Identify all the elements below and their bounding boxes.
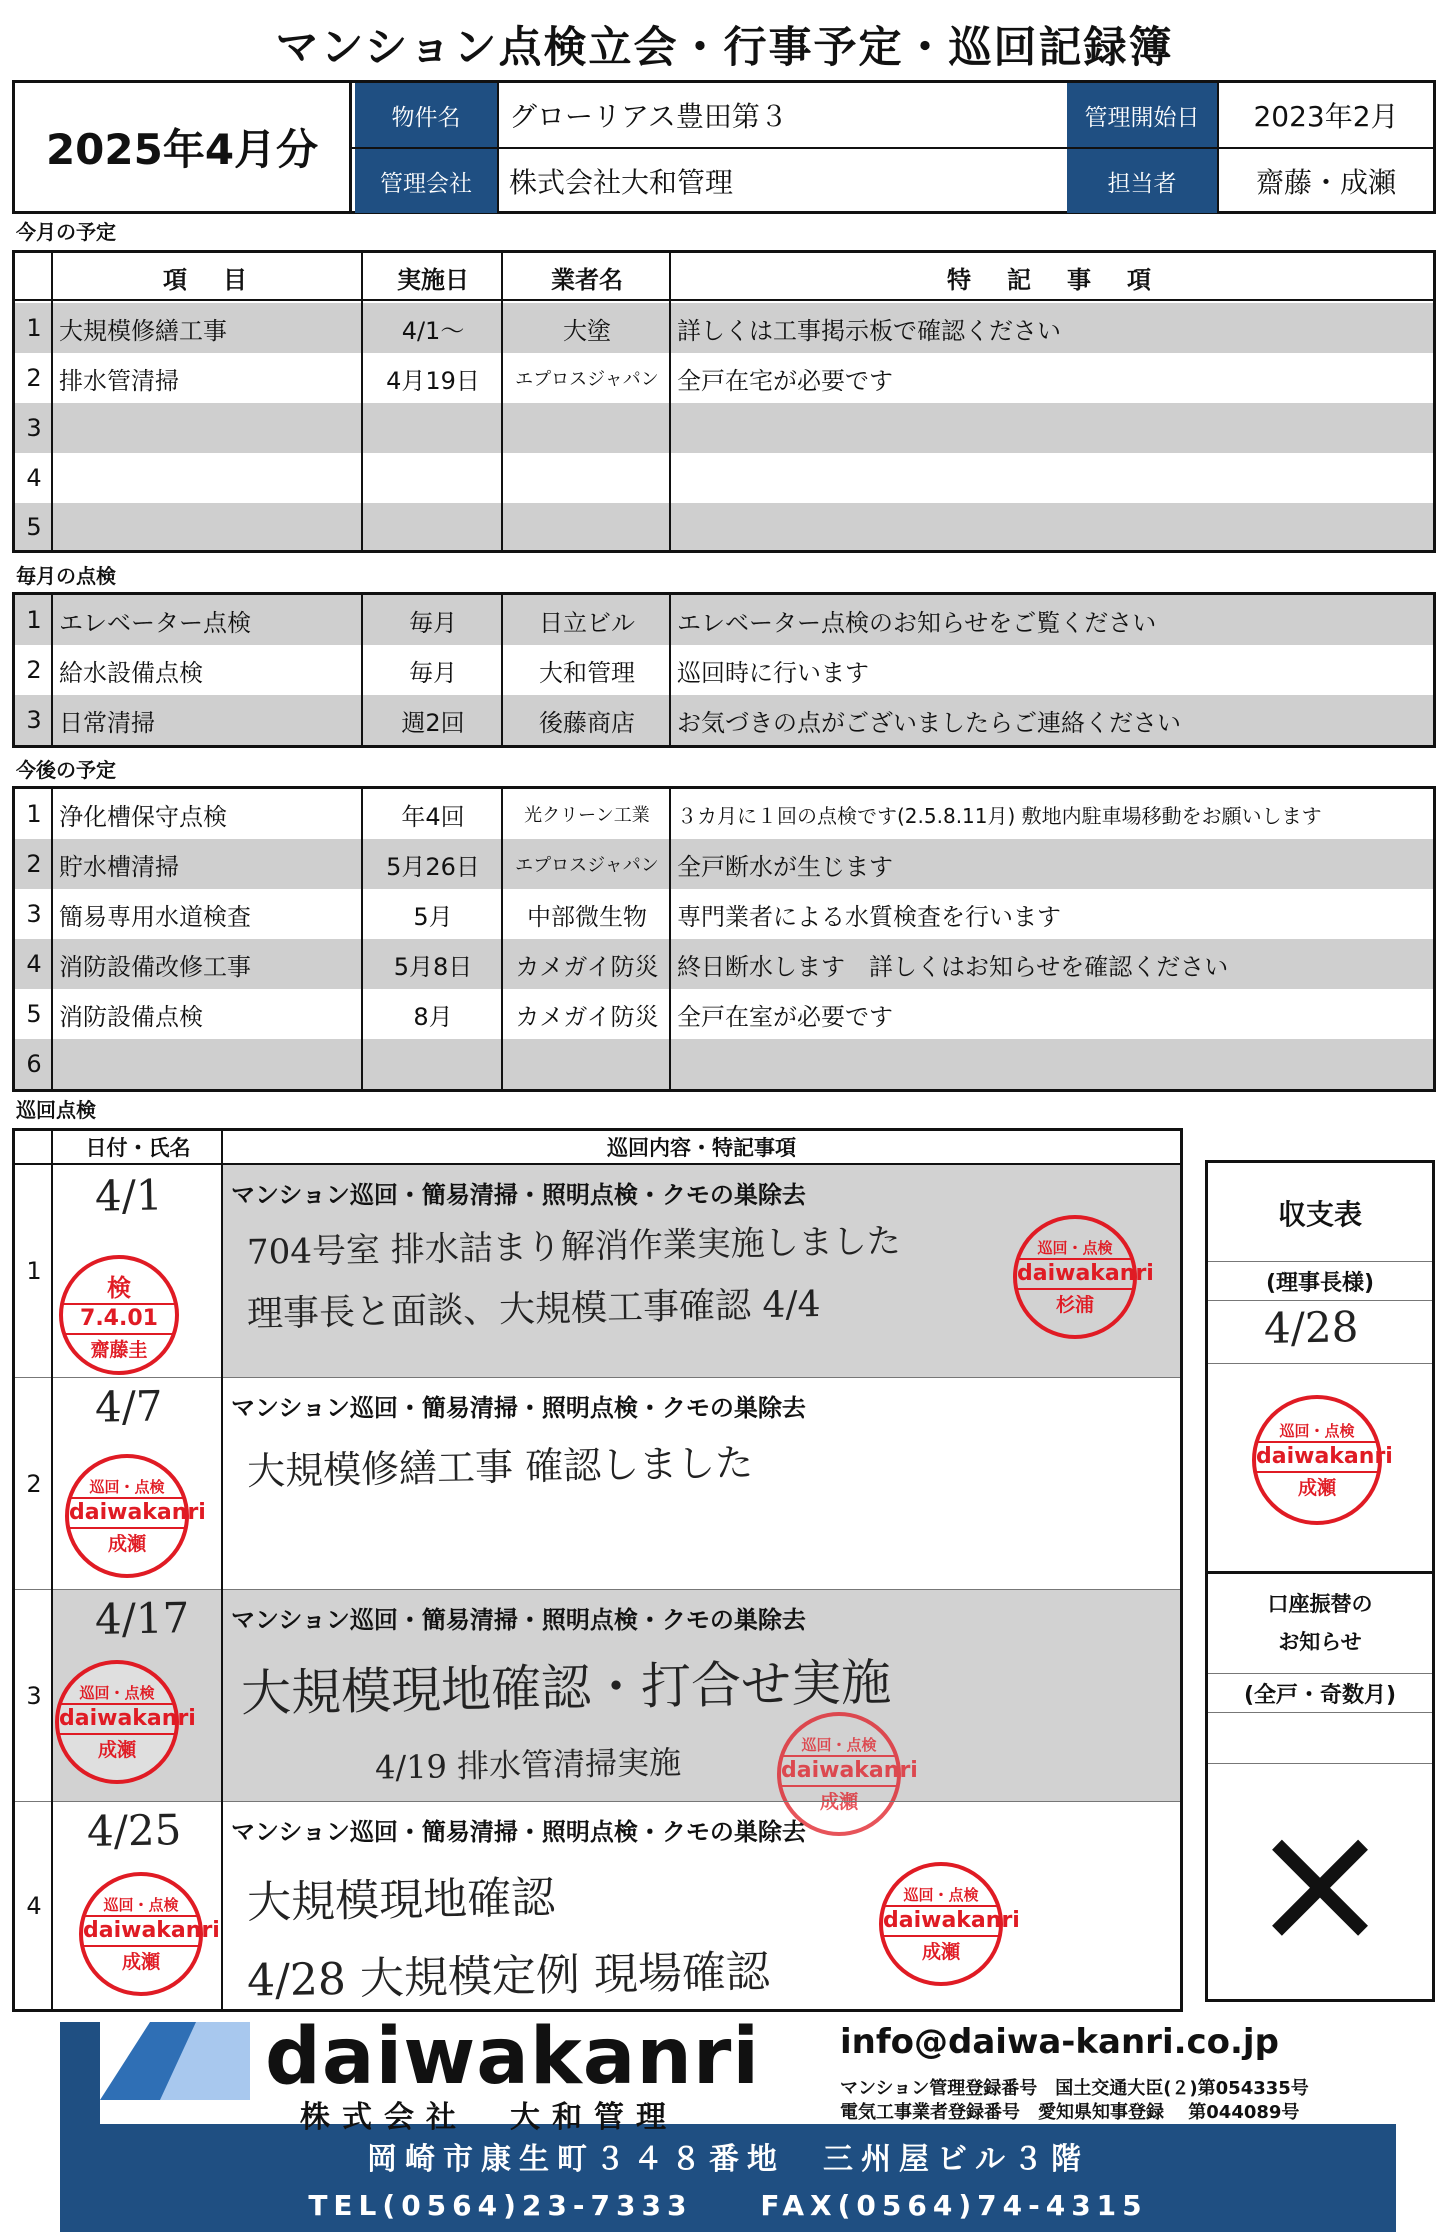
row-date: 5月	[413, 902, 453, 931]
table-row	[15, 645, 1433, 695]
row-number: 6	[26, 1050, 42, 1078]
monthly-label: 毎月の点検	[16, 564, 116, 588]
stamp-name: 成瀬	[819, 1791, 858, 1813]
patrol-stamp	[65, 1454, 206, 1578]
stamp-top: 巡回・点検	[79, 1684, 155, 1702]
transfer-title-1: 口座振替の	[1267, 1592, 1373, 1616]
patrol-row	[15, 1377, 1180, 1589]
company-email[interactable]: info@daiwa-kanri.co.jp	[840, 2022, 1279, 2062]
patrol-routine: マンション巡回・簡易清掃・照明点検・クモの巣除去	[231, 1394, 806, 1422]
stamp-brand: daiwakanri	[83, 1915, 199, 1947]
row-item: 浄化槽保守点検	[59, 802, 227, 831]
table-row	[15, 353, 1433, 403]
row-vendor: 日立ビル	[539, 608, 635, 637]
column-divider	[361, 595, 363, 745]
table-header-row	[15, 253, 1433, 301]
patrol-label: 巡回点検	[16, 1098, 96, 1122]
column-divider	[669, 789, 671, 1089]
row-date: 5月26日	[386, 852, 480, 881]
row-item: 給水設備点検	[59, 658, 203, 687]
patrol-stamp	[55, 1660, 196, 1784]
patrol-row	[15, 1589, 1180, 1813]
row-item: 消防設備点検	[59, 1002, 203, 1031]
patrol-stamp	[879, 1862, 1020, 1986]
patrol-date: 4/25	[86, 1805, 182, 1856]
stamp-name: 成瀬	[97, 1739, 136, 1761]
transfer-title-2: お知らせ	[1278, 1630, 1362, 1654]
stamp-date: 7.4.01	[63, 1303, 175, 1335]
row-number: 4	[26, 464, 42, 492]
table-row	[15, 403, 1433, 453]
patrol-stamp	[1013, 1215, 1154, 1339]
row-vendor: エプロスジャパン	[515, 369, 659, 390]
stamp-top: 巡回・点検	[903, 1886, 979, 1904]
this-month-label: 今月の予定	[16, 220, 116, 244]
row-note: 全戸在宅が必要です	[677, 366, 893, 395]
property-value: グローリアス豊田第３	[497, 83, 1065, 147]
row-item: 消防設備改修工事	[59, 952, 251, 981]
row-number: 2	[26, 1470, 42, 1498]
patrol-row	[15, 1801, 1180, 2009]
column-divider	[51, 1131, 53, 2009]
stamp-name: 杉浦	[1055, 1294, 1094, 1316]
registration-line: 電気工事業者登録番号 愛知県知事登録 第044089号	[840, 2102, 1300, 2123]
registration-line: マンション管理登録番号 国土交通大臣(２)第054335号	[840, 2078, 1309, 2099]
company-label: 管理会社	[355, 149, 497, 213]
balance-stamp	[1252, 1395, 1393, 1525]
row-date: 毎月	[409, 658, 457, 687]
column-divider	[51, 595, 53, 745]
row-vendor: エプロスジャパン	[515, 855, 659, 876]
report-month: 2025年4月分	[15, 83, 352, 211]
brand-name-jp: 株式会社 大和管理	[300, 2100, 678, 2135]
row-date: 8月	[413, 1002, 453, 1031]
row-number: 1	[26, 800, 42, 828]
row-item: 大規模修繕工事	[59, 316, 227, 345]
stamp-name: 成瀬	[107, 1533, 146, 1555]
row-number: 4	[26, 1892, 42, 1920]
row-note: 詳しくは工事掲示板で確認ください	[677, 316, 1061, 345]
patrol-note-line: 4/19 排水管清掃実施	[374, 1743, 682, 1787]
patrol-table	[12, 1128, 1183, 2012]
patrol-note-line: 704号室 排水詰まり解消作業実施しました	[246, 1221, 902, 1273]
header-date-name: 日付・氏名	[85, 1136, 191, 1160]
table-row	[15, 839, 1433, 889]
row-note: エレベーター点検のお知らせをご覧ください	[677, 608, 1157, 637]
stamp-top: 巡回・点検	[801, 1736, 877, 1754]
monthly-table	[12, 592, 1436, 748]
patrol-routine: マンション巡回・簡易清掃・照明点検・クモの巣除去	[231, 1181, 806, 1209]
footer	[60, 2012, 1396, 2232]
row-vendor: 後藤商店	[539, 708, 635, 737]
header-note: 特 記 事 項	[947, 265, 1157, 294]
row-vendor: 中部微生物	[527, 902, 647, 931]
column-divider	[501, 789, 503, 1089]
table-row	[15, 303, 1433, 353]
column-divider	[669, 595, 671, 745]
divider	[1208, 1763, 1432, 1764]
table-row	[15, 595, 1433, 645]
patrol-routine: マンション巡回・簡易清掃・照明点検・クモの巣除去	[231, 1818, 806, 1846]
row-vendor: 光クリーン工業	[524, 805, 650, 826]
patrol-routine: マンション巡回・簡易清掃・照明点検・クモの巣除去	[231, 1606, 806, 1634]
header-vendor: 業者名	[551, 265, 623, 294]
stamp-top: 巡回・点検	[1279, 1422, 1355, 1440]
row-number: 1	[26, 314, 42, 342]
patrol-note-line: 理事長と面談、大規模工事確認 4/4	[246, 1283, 821, 1335]
stamp-brand: daiwakanri	[883, 1905, 999, 1937]
column-divider	[221, 1131, 223, 2009]
row-note: お気づきの点がございましたらご連絡ください	[677, 708, 1181, 737]
column-divider	[51, 253, 53, 550]
transfer-mark: ×	[1248, 1784, 1392, 1982]
patrol-date: 4/17	[94, 1593, 190, 1644]
patrol-row	[15, 1165, 1180, 1377]
row-number: 3	[15, 1590, 53, 1802]
page-title: マンション点検立会・行事予定・巡回記録簿	[275, 23, 1174, 73]
stamp-name: 成瀬	[121, 1951, 160, 1973]
balance-title: 収支表	[1277, 1198, 1362, 1231]
table-row	[15, 889, 1433, 939]
row-note: 全戸在室が必要です	[677, 1002, 893, 1031]
person-label: 担当者	[1067, 149, 1217, 213]
row-date: 年4回	[401, 802, 465, 831]
patrol-note-line: 大規模現地確認	[246, 1872, 556, 1929]
row-vendor: カメガイ防災	[515, 1002, 659, 1031]
row-number: 1	[26, 1257, 42, 1285]
row-number: 4	[26, 950, 42, 978]
patrol-header-row	[15, 1131, 1180, 1165]
row-note: 専門業者による水質検査を行います	[677, 902, 1061, 931]
stamp-name: 齋藤圭	[90, 1339, 148, 1361]
column-divider	[51, 789, 53, 1089]
stamp-top: 巡回・点検	[89, 1478, 165, 1496]
header-block	[12, 80, 1436, 214]
row-vendor: 大塗	[563, 316, 611, 345]
header-date: 実施日	[397, 265, 469, 294]
patrol-date: 4/7	[94, 1381, 164, 1432]
patrol-date: 4/1	[94, 1170, 164, 1221]
future-label: 今後の予定	[16, 758, 116, 782]
row-date: 4月19日	[386, 366, 480, 395]
header-item: 項 目	[163, 265, 253, 294]
row-number: 2	[26, 364, 42, 392]
row-number: 3	[26, 706, 42, 734]
stamp-brand: daiwakanri	[59, 1703, 175, 1735]
divider	[1208, 1363, 1432, 1364]
row-number: 2	[26, 656, 42, 684]
table-row	[15, 989, 1433, 1039]
table-row	[15, 1039, 1433, 1089]
header-patrol-content: 巡回内容・特記事項	[607, 1136, 796, 1160]
this-month-table	[12, 250, 1436, 553]
start-value: 2023年2月	[1217, 83, 1433, 147]
row-note: 巡回時に行います	[677, 658, 869, 687]
stamp-top: 巡回・点検	[1037, 1239, 1113, 1257]
row-vendor: 大和管理	[539, 658, 635, 687]
column-divider	[361, 789, 363, 1089]
stamp-name: 成瀬	[921, 1941, 960, 1963]
table-row	[15, 789, 1433, 839]
row-item: 排水管清掃	[59, 366, 179, 395]
patrol-stamp	[79, 1872, 220, 1996]
footer-brand-area	[100, 2012, 1396, 2135]
row-number: 5	[26, 512, 42, 541]
stamp-name: 成瀬	[1297, 1477, 1336, 1499]
property-label: 物件名	[355, 83, 497, 147]
table-row	[15, 939, 1433, 989]
row-date: 5月8日	[393, 952, 473, 981]
row-date: 週2回	[401, 708, 465, 737]
column-divider	[361, 253, 363, 550]
company-address: 岡崎市康生町３４８番地 三州屋ビル３階	[367, 2142, 1089, 2177]
stamp-top: 検	[107, 1274, 131, 1302]
row-item: 日常清掃	[59, 708, 155, 737]
brand-name: daiwakanri	[265, 2012, 761, 2102]
company-value: 株式会社大和管理	[497, 149, 1065, 213]
stamp-brand: daiwakanri	[69, 1497, 185, 1529]
balance-date: 4/28	[1263, 1302, 1359, 1353]
row-note: ３カ月に１回の点検です(2.5.8.11月) 敷地内駐車場移動をお願いします	[677, 803, 1322, 828]
transfer-subtitle: (全戸・奇数月)	[1208, 1673, 1432, 1713]
table-row	[15, 503, 1433, 550]
person-value: 齋藤・成瀬	[1217, 149, 1433, 213]
column-divider	[669, 253, 671, 550]
row-note: 全戸断水が生じます	[677, 852, 893, 881]
table-row	[15, 453, 1433, 503]
stamp-brand: daiwakanri	[781, 1755, 897, 1787]
row-number: 5	[26, 1000, 42, 1028]
row-vendor: カメガイ防災	[515, 952, 659, 981]
divider	[1208, 1571, 1432, 1574]
row-number: 3	[26, 414, 42, 442]
row-number: 3	[26, 900, 42, 928]
row-number: 1	[26, 606, 42, 634]
row-item: 貯水槽清掃	[59, 852, 179, 881]
column-divider	[501, 253, 503, 550]
stamp-brand: daiwakanri	[1017, 1258, 1133, 1290]
stamp-brand: daiwakanri	[1256, 1441, 1378, 1473]
company-phone: TEL(0564)23-7333 FAX(0564)74-4315	[308, 2189, 1148, 2222]
row-date: 4/1～	[401, 316, 465, 345]
row-note: 終日断水します 詳しくはお知らせを確認ください	[677, 952, 1229, 981]
column-divider	[501, 595, 503, 745]
row-item: 簡易専用水道検査	[59, 902, 251, 931]
patrol-note-line: 4/28 大規模定例 現場確認	[246, 1946, 771, 2007]
table-row	[15, 695, 1433, 745]
row-number: 2	[26, 850, 42, 878]
patrol-note-line: 大規模現地確認・打合せ実施	[240, 1653, 892, 1723]
balance-subtitle: (理事長様)	[1208, 1261, 1432, 1301]
patrol-note-line: 大規模修繕工事 確認しました	[246, 1440, 754, 1494]
row-date: 毎月	[409, 608, 457, 637]
inspection-stamp	[59, 1255, 179, 1375]
stamp-top: 巡回・点検	[103, 1896, 179, 1914]
future-table	[12, 786, 1436, 1092]
row-item: エレベーター点検	[59, 608, 251, 637]
side-panel	[1205, 1160, 1435, 2002]
start-label: 管理開始日	[1067, 83, 1217, 147]
